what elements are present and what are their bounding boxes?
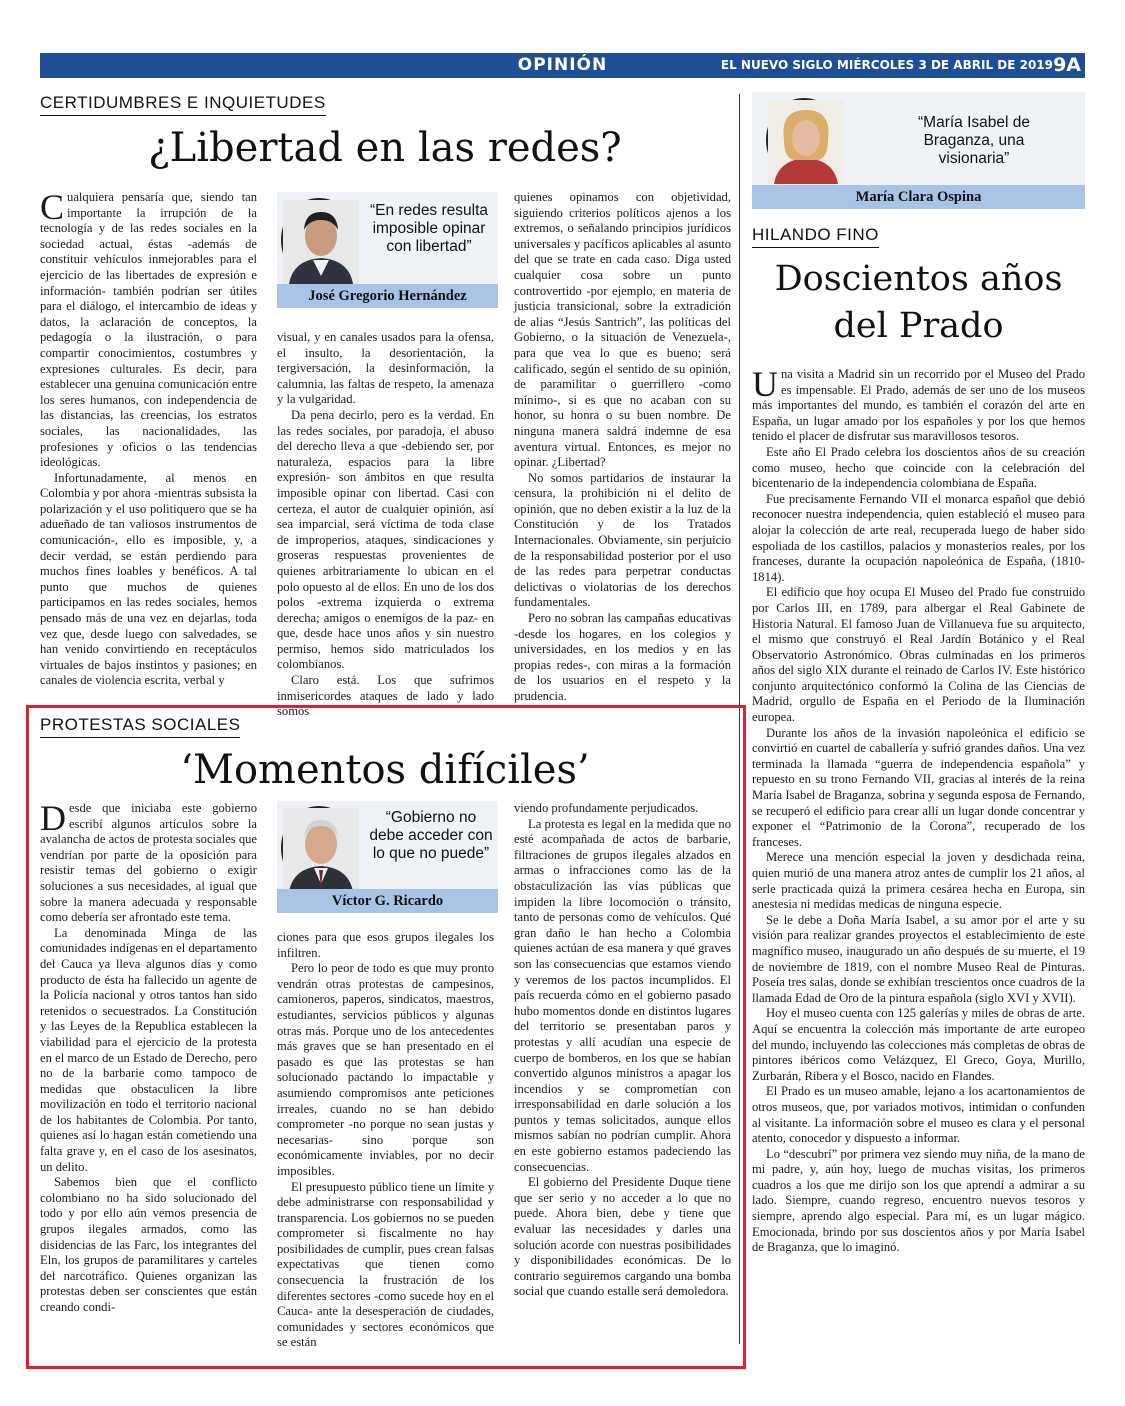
article3-paragraph: El Prado es un museo amable, lejano a los acartonamientos de otros museos, que, por variados motivos, intimidan o confunden al visitante. La información sobre el museo es clara y el personal atento, conocedor y dispuesto a informar. (752, 1084, 1085, 1146)
article1-column-1 (40, 187, 257, 702)
article2-paragraph: La denominada Minga de las comunidades indígenas en el departamento del Cauca ya lleva algunos días y como producto de ésta ha fallecido un agente de la Policía nacional y otros tantos han sido retenidos o secuestrados. La Constitución y las Leyes de la Republica establecen la viabilidad para el ejercicio de la protesta en el marco de un Estado de Derecho, pero no de la barbarie como tampoco de medidas que obstaculicen la libre movilización en todo el territorio nacional de los habitantes de Colombia. Por tanto, quienes así lo hagan están cometiendo una falta grave y, en el caso de los asesinatos, un delito. (40, 925, 257, 1174)
article1-column-3 (514, 190, 731, 702)
article2-paragraph: El presupuesto público tiene un límite y debe administrarse con responsabilidad y transparencia. Los gobiernos no se pueden comprometer si fiscalmente no hay posibilidades de cumplir, pues crean falsas expectativas que tienen como consecuencia la frustración de los diferentes sectores -como sucede hoy en el Cauca- ante la desesperación de ciudades, comunidades y sectores económicos que se están (277, 1179, 494, 1350)
article2-paragraph: esde que iniciaba este gobierno escribí algunos artículos sobre la avalancha de actos de protesta sociales que vendrían por parte de la oposición para resistir temas del gobierno o exigir soluciones a sus necesidades, al igual que sobre la manera adecuada y responsable como debería ser afrontado este tema. (40, 801, 257, 925)
article2-pull-quote: “Gobierno no debe acceder con lo que no puede” (369, 809, 493, 862)
article1-paragraph: visual, y en canales usados para la ofensa, el insulto, la desorientación, la tergiversación, la desinformación, la calumnia, las faltas de respeto, la amenaza y la vulgaridad. (277, 330, 494, 407)
article2-column-1 (40, 798, 257, 1346)
article3-paragraph: El edificio que hoy ocupa El Museo del Prado fue construido por Carlos III, en 1789, para albergar el Real Gabinete de Historia Natural. El famoso Juan de Villanueva fue su arquitecto, el mismo que construyó el Real Jardín Botánico y el Real Observatorio Astronómico. Obras culminadas en los primeros años del siglo XIX durante el reinado de Carlos IV. Este histórico conjunto arquitectónico conformó la Colina de las Ciencias de Madrid, orgullo de España en el Periodo de la Iluminación europea. (752, 585, 1085, 725)
article3-pull-quote: “María Isabel de Braganza, una visionaria” (918, 114, 1030, 167)
article2-paragraph: El gobierno del Presidente Duque tiene que ser serio y no acceder a lo que no puede. Ahora bien, debe y tiene que evaluar las necesidades y darles una solución acorde con nuestras posibilidades y disponibilidades económicas. De lo contrario seguiremos cargando una bomba social que cuando estalle será demoledora. (514, 1175, 731, 1299)
article2-paragraph: Sabemos bien que el conflicto colombiano no ha sido solucionado del todo y por ello aún vemos presencia de grupos ilegales armados, como las disidencias de las Farc, los integrantes del Eln, los grupos de paramilitares y carteles del narcotráfico. Quienes organizan las protestas deben ser conscientes que están creando condi- (40, 1175, 257, 1314)
article1-paragraph: Claro está. Los que sufrimos inmisericordes ataques de lado y lado somos (277, 673, 494, 719)
page-number: 9A (1053, 54, 1081, 76)
article1-pull-box (277, 192, 498, 308)
author-photo-jose-gregorio (281, 198, 357, 282)
article1-headline: ¿Libertad en las redes? (148, 125, 622, 171)
article1-column-2 (277, 330, 494, 719)
article2-paragraph: Pero lo peor de todo es que muy pronto vendrán otras protestas de campesinos, camioneros, paperos, sindicatos, maestros, estudiantes, servicios públicos y algunas otras más. Porque uno de los antecedentes más graves que se han presentado en el pasado es que las protestas se han solucionado pactando lo impactable y asumiendo compromisos ante peticiones irreales, cuando no se han debido comprometer -no porque no sean justas y necesarias- sino porque son económicamente inviables, por no decir imposibles. (277, 961, 494, 1178)
article3-paragraph: Fue precisamente Fernando VII el monarca español que debió reconocer nuestra independencia, quien estableció el museo para alojar la colección de arte real, recuperada luego de haber sido espoliada de los castillos, palacios y monasterios reales, por los franceses, durante la ocupación napoleónica de España, (1810-1814). (752, 491, 1085, 584)
article3-column (752, 364, 1085, 1355)
article2-column-3 (514, 801, 731, 1346)
article3-author: María Clara Ospina (752, 185, 1085, 209)
article1-paragraph: Pero no sobran las campañas educativas -desde los hogares, en los colegios y universidades, en los medios y en las propias redes-, con miras a la formación de los usuarios en el respeto y la prudencia. (514, 611, 731, 703)
article1-paragraph: quienes opinamos con objetividad, siguiendo criterios políticos ajenos a los extremos, o señalando principios jurídicos universales y pacíficos aplicables al asunto del que se trate en cada caso. Diga usted cualquier cosa sobre un punto controvertido -por ejemplo, en materia de justicia transicional, sobre la extradición de alias “Jesús Santrich”, las políticas del Gobierno, o la situación de Venezuela-, para que vea lo que es bueno; será calificado, según el sentido de su opinión, de paramilitar o guerrillero -como mínimo-, si es que no acaban con su honor, su honra o su buen nombre. De ninguna manera saldrá indemne de esa aventura virtual. Entonces, es mejor no opinar. ¿Libertad? (514, 190, 731, 470)
article3-kicker: HILANDO FINO (752, 225, 879, 248)
article3-paragraph: Lo “descubrí” por primera vez siendo muy niña, de la mano de mi padre, y, aún hoy, luego de muchas visitas, los primeros cuadros a los que me dirijo son los que aprendí a admirar a su lado. Siempre, cuando regreso, encuentro nuevos tesoros y siempre, aprendo algo especial. Para mí, es un lugar mágico. Emocionada, brindo por sus doscientos años y por María Isabel de Braganza, que lo imaginó. (752, 1146, 1085, 1255)
article1-pull-quote: “En redes resulta imposible opinar con libertad” (369, 202, 489, 255)
article2-paragraph: viendo profundamente perjudicados. (514, 801, 699, 815)
article3-paragraph: Merece una mención especial la joven y desdichada reina, quien murió de una manera atroz antes de cumplir los 21 años, al serle practicada quizá la primera cesárea hecha en Europa, sin anestesia ni medidas medicas de ninguna especie. (752, 850, 1085, 912)
author-photo-victor-ricardo (281, 806, 357, 890)
article3-dropcap: U (752, 364, 778, 404)
article3-paragraph: Se le debe a Doña María Isabel, a su amor por el arte y su visión para realizar grandes proyectos el establecimiento de este magnífico museo, inaugurado un año después de su muerte, el 19 de noviembre de 1819, con el nombre Museo Real de Pinturas. Poseía tres salas, donde se exhibían trescientos once cuadros de la llamada Edad de Oro de la pintura española (siglo XVI y XVII). (752, 912, 1085, 1005)
article1-author: José Gregorio Hernández (277, 284, 498, 308)
section-title: OPINIÓN (517, 55, 608, 75)
section-header-bar (40, 53, 1085, 78)
article3-pull-box (752, 92, 1085, 209)
article2-kicker: PROTESTAS SOCIALES (40, 715, 240, 738)
article2-paragraph: La protesta es legal en la medida que no esté acompañada de actos de barbarie, filtraciones de grupos ilegales alzados en armas o infracciones como las de la obstaculización las vías públicas que impiden la libre locomoción o tránsito, tanto de personas como de vehículos. Qué gran daño le han hecho a Colombia quienes actúan de esa manera y qué graves son las consecuencias que estamos viendo y veremos de los pactos incumplidos. El país recuerda cómo en el gobierno pasado hubo momentos donde en distintos lugares del territorio se presentaban paros y protestas y allí acudían una especie de cuerpo de bomberos, en los que se habían convertido algunos ministros a apagar los incendios y se comprometían con irresponsabilidad en darle solución a los puntos y temas solicitados, aunque ellos mismos sabían no podrían cumplir. Ahora en este gobierno estamos padeciendo las consecuencias. (514, 816, 731, 1174)
article2-paragraph: ciones para que esos grupos ilegales los infiltren. (277, 930, 494, 960)
article3-paragraph: na visita a Madrid sin un recorrido por el Museo del Prado es impensable. El Prado, además de ser uno de los museos más importantes del mundo, es también el corazón del arte en España, un lugar amado por los españoles y por los que hemos tenido el placer de disfrutar sus maravillosos tesoros. (752, 367, 1085, 444)
article2-author: Víctor G. Ricardo (277, 889, 498, 913)
article1-dropcap: C (40, 187, 65, 227)
article2-dropcap: D (40, 798, 66, 838)
article1-kicker: CERTIDUMBRES E INQUIETUDES (40, 93, 326, 116)
article2-headline: ‘Momentos difíciles’ (180, 747, 590, 793)
article1-paragraph: Infortunadamente, al menos en Colombia y por ahora -mientras subsista la polarización y el uso politiquero que se ha adueñado de tan valiosos instrumentos de comunicación-, ello es imposible, y, a decir verdad, se están perdiendo para muchos fines loables y benéficos. A tal punto que muchos de quienes participamos en las redes sociales, hemos pensado más de una vez en dejarlas, toda vez que, desde luego con salvedades, se han venido convirtiendo en receptáculos virtuales de bajos instintos y pasiones; en canales de violencia escrita, verbal y (40, 470, 257, 688)
article2-pull-box (277, 801, 498, 913)
article3-headline: Doscientos años del Prado (774, 259, 1063, 346)
article1-paragraph: ualquiera pensaría que, siendo tan importante la irrupción de la tecnología y de las redes sociales en la sociedad actual, éstas -además de constituir vehículos inmejorables para el ejercicio de las libertades de expresión e información- también podrían ser útiles para el diálogo, el intercambio de ideas y datos, la aclaración de conceptos, la pedagogía o la ilustración, o para compartir conocimientos, costumbres y expresiones culturales. Es decir, para establecer una genuina comunicación entre los seres humanos, con independencia de las distancias, las creencias, los estratos sociales, las nacionalidades, las profesiones y oficios o las tendencias ideológicas. (40, 190, 257, 470)
article1-paragraph: No somos partidarios de instaurar la censura, la prohibición ni el delito de opinión, que no deben existir a la luz de la Constitución y de los Tratados Internacionales. Obviamente, sin perjuicio de la responsabilidad posterior por el uso de las redes para perpetrar conductas delictivas o violatorias de los derechos fundamentales. (514, 470, 731, 610)
article3-paragraph: Este año El Prado celebra los doscientos años de su creación como museo, hecho que coincide con la celebración del bicentenario de la independencia colombiana de España. (752, 444, 1085, 491)
dateline: EL NUEVO SIGLO MIÉRCOLES 3 DE ABRIL DE 2019 (720, 58, 1053, 72)
article1-paragraph: Da pena decirlo, pero es la verdad. En las redes sociales, por paradoja, el abuso del derecho lleva a que -debiendo ser, por naturaleza, espacios para la libre expresión- son ámbitos en que resulta imposible opinar con libertad. Casi con certeza, el autor de cualquier opinión, así sea imparcial, será víctima de toda clase de improperios, ataques, sindicaciones y groseras respuestas provenientes de quienes arbitrariamente lo ubican en el polo opuesto al de ellos. En uno de los dos polos -extrema izquierda o extrema derecha; amigos o enemigos de la paz- en que, desde hace unos años y sin nuestro permiso, hemos sido matriculados los colombianos. (277, 407, 494, 672)
article3-paragraph: Durante los años de la invasión napoleónica el edificio se convirtió en cuartel de caballería y sufrió grandes daños. Una vez terminada la llamada “guerra de independencia española” y repuesto en su trono Fernando VII, gracias al interés de la reina María Isabel de Braganza, sobrina y segunda esposa de Fernando, se recuperó el edificio para crear allí un lugar donde concentrar y exponer el “Patrimonio de la Corona”, recuperado de los franceses. (752, 725, 1085, 849)
author-photo-maria-clara (766, 98, 842, 182)
article3-paragraph: Hoy el museo cuenta con 125 galerías y miles de obras de arte. Aquí se encuentra la colección más importante de arte europeo del mundo, incluyendo las colecciones más completas de obras de pintores ibéricos como Velázquez, El Greco, Goya, Murillo, Zurbarán, Ribera y el Bosco, nacido en Flandes. (752, 1006, 1085, 1083)
article2-column-2 (277, 930, 494, 1350)
